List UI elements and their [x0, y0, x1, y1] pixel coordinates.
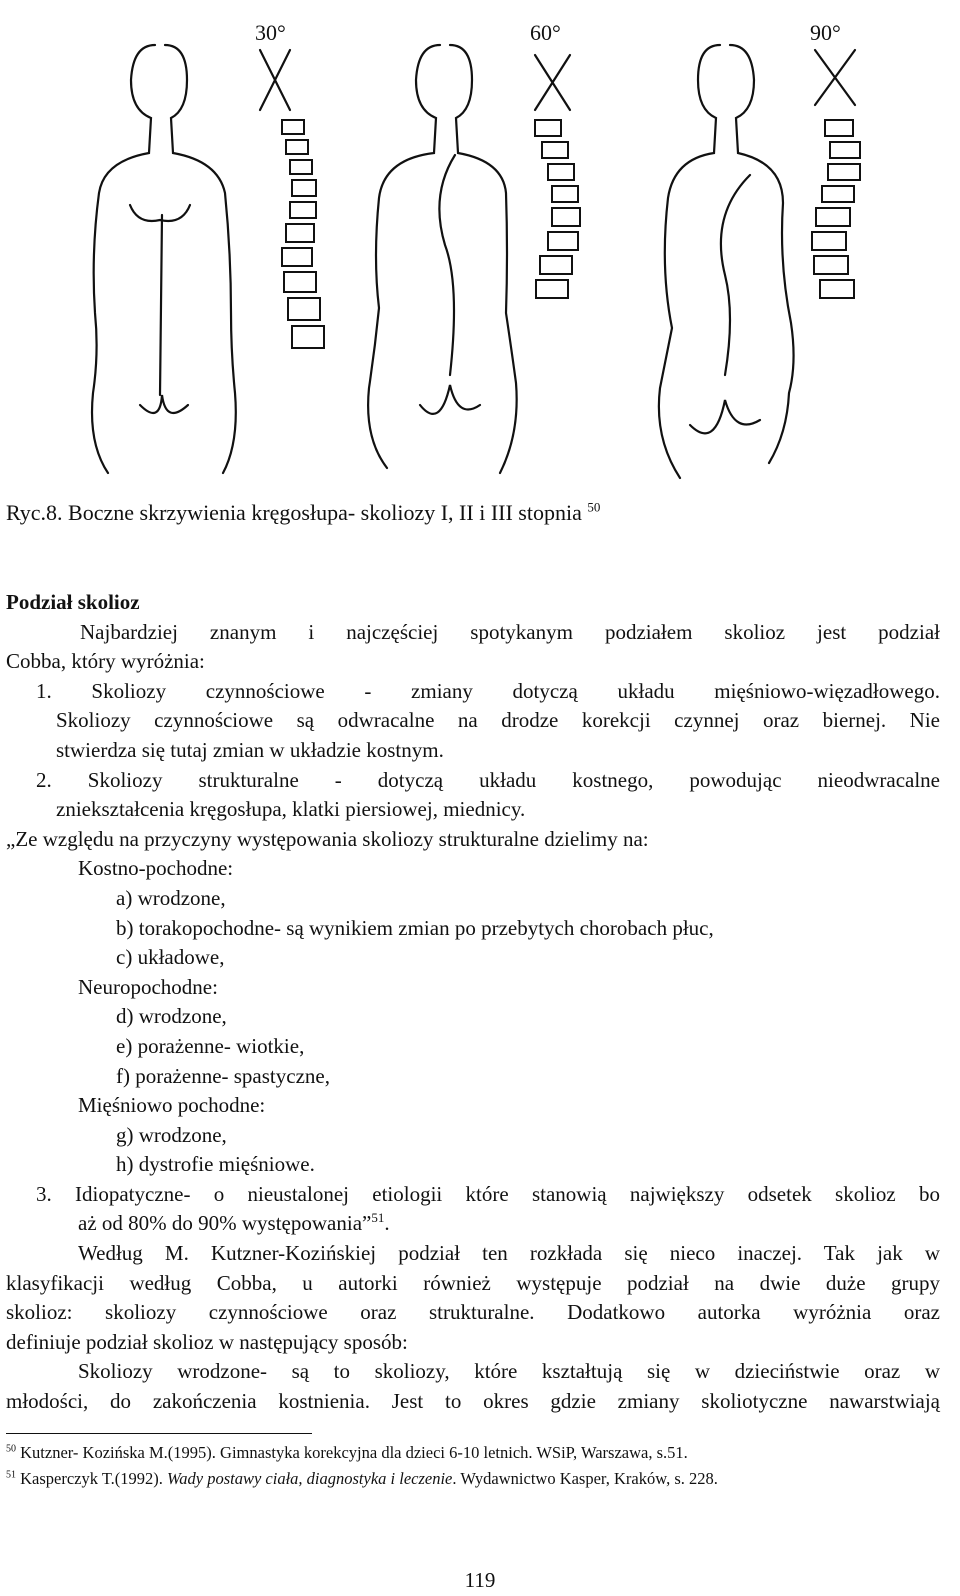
- text-line-suffix: .: [384, 1211, 390, 1236]
- footnote-text: Kutzner- Kozińska M.(1995). Gimnastyka korekcyjna dla dzieci 6-10 letnich. WSiP, Warszawa, s.51.: [20, 1443, 688, 1462]
- text-line: [6, 795, 940, 825]
- footnote: [6, 1443, 688, 1463]
- text-line-content: Mięśniowo pochodne:: [78, 1093, 266, 1118]
- footnote-number: 50: [6, 1443, 16, 1455]
- text-line: [6, 1328, 940, 1358]
- text-line: [6, 677, 940, 707]
- text-line-content: Najbardziej znanym i najczęściej spotykanym podziałem skolioz jest podział: [80, 619, 940, 644]
- section-heading: Podział skolioz: [6, 590, 140, 614]
- text-line: [6, 1239, 940, 1269]
- caption-footnote-ref: 50: [587, 499, 601, 515]
- text-line-content: klasyfikacji według Cobba, u autorki również występuje podział na dwie duże grupy: [6, 1270, 940, 1295]
- paragraph-lines: [6, 618, 940, 1417]
- text-line: [6, 943, 940, 973]
- footnote-ref: 51: [371, 1210, 385, 1226]
- figure-body-3: [659, 45, 794, 478]
- text-line-content: a) wrodzone,: [116, 885, 226, 910]
- text-line-content: e) porażenne- wiotkie,: [116, 1033, 305, 1058]
- text-line: [6, 1180, 940, 1210]
- text-line: [6, 736, 940, 766]
- figure-spine-2: [530, 20, 580, 298]
- text-line: [6, 1091, 940, 1121]
- text-line-content: Kostno-pochodne:: [78, 856, 234, 881]
- text-line-content: młodości, do zakończenia kostnienia. Jest to okres gdzie zmiany skoliotyczne nawarstwiają: [6, 1389, 940, 1414]
- text-line: [6, 914, 940, 944]
- text-line-content: h) dystrofie mięśniowe.: [116, 1152, 315, 1177]
- text-line: [6, 1357, 940, 1387]
- text-line: [6, 973, 940, 1003]
- caption-text: Ryc.8. Boczne skrzywienia kręgosłupa- skoliozy I, II i III stopnia: [6, 500, 582, 525]
- text-line: [6, 1121, 940, 1151]
- text-line-content: c) układowe,: [116, 945, 225, 970]
- text-line-content: skolioz: skoliozy czynnościowe oraz strukturalne. Dodatkowo autorka wyróżnia oraz: [6, 1300, 940, 1325]
- angle-label-3: 90°: [810, 20, 841, 45]
- text-line: [6, 1062, 940, 1092]
- text-line: [6, 647, 940, 677]
- text-line-content: 1. Skoliozy czynnościowe - zmiany dotyczą układu mięśniowo-więzadłowego.: [36, 678, 940, 703]
- footnote-separator: [6, 1433, 312, 1434]
- figure-body-1: [92, 45, 236, 473]
- text-line: [6, 1002, 940, 1032]
- footnote-text: Wady postawy ciała, diagnostyka i leczenie: [167, 1469, 453, 1488]
- text-line: [6, 618, 940, 648]
- text-line: [6, 706, 940, 736]
- footnote-number: 51: [6, 1469, 16, 1481]
- text-line-content: 3. Idiopatyczne- o nieustalonej etiologii które stanowią największy odsetek skolioz bo: [36, 1181, 940, 1206]
- text-line: [6, 854, 940, 884]
- angle-label-1: 30°: [255, 20, 286, 45]
- text-line-content: d) wrodzone,: [116, 1004, 227, 1029]
- text-line-content: g) wrodzone,: [116, 1122, 227, 1147]
- scoliosis-figure: [70, 5, 930, 495]
- text-line-content: definiuje podział skolioz w następujący sposób:: [6, 1329, 408, 1354]
- text-line-content: 2. Skoliozy strukturalne - dotyczą układu kostnego, powodując nieodwracalne: [36, 767, 940, 792]
- text-line: [6, 1209, 940, 1239]
- text-line: [6, 766, 940, 796]
- text-line-content: stwierdza się tutaj zmian w układzie kostnym.: [56, 737, 444, 762]
- text-line-content: f) porażenne- spastyczne,: [116, 1063, 330, 1088]
- figure-caption: [6, 500, 600, 526]
- text-line-content: „Ze względu na przyczyny występowania skoliozy strukturalne dzielimy na:: [6, 826, 649, 851]
- text-line-content: aż od 80% do 90% występowania”: [78, 1211, 372, 1236]
- figure-spine-1: [255, 20, 324, 348]
- text-line-content: Neuropochodne:: [78, 974, 218, 999]
- page-number: 119: [464, 1568, 496, 1592]
- body-text: [6, 588, 940, 1417]
- text-line-content: b) torakopochodne- są wynikiem zmian po przebytych chorobach płuc,: [116, 915, 714, 940]
- text-line: [6, 1387, 940, 1417]
- text-line: [6, 1269, 940, 1299]
- text-line-content: zniekształcenia kręgosłupa, klatki piersiowej, miednicy.: [56, 797, 526, 822]
- figure-body-2: [368, 45, 517, 473]
- text-line: [6, 1032, 940, 1062]
- text-line: [6, 1298, 940, 1328]
- text-line-content: Skoliozy czynnościowe są odwracalne na drodze korekcji czynnej oraz biernej. Nie: [56, 708, 940, 733]
- text-line: [6, 884, 940, 914]
- text-line: [6, 1150, 940, 1180]
- text-line-content: Według M. Kutzner-Kozińskiej podział ten rozkłada się nieco inaczej. Tak jak w: [78, 1241, 940, 1266]
- footnote-text: . Wydawnictwo Kasper, Kraków, s. 228.: [452, 1469, 718, 1488]
- text-line-content: Cobba, który wyróżnia:: [6, 649, 205, 674]
- footnote-text: Kasperczyk T.(1992).: [20, 1469, 168, 1488]
- footnote: [6, 1469, 718, 1489]
- angle-label-2: 60°: [530, 20, 561, 45]
- text-line: [6, 825, 940, 855]
- figure-spine-3: [810, 20, 860, 298]
- text-line-content: Skoliozy wrodzone- są to skoliozy, które kształtują się w dzieciństwie oraz w: [78, 1359, 940, 1384]
